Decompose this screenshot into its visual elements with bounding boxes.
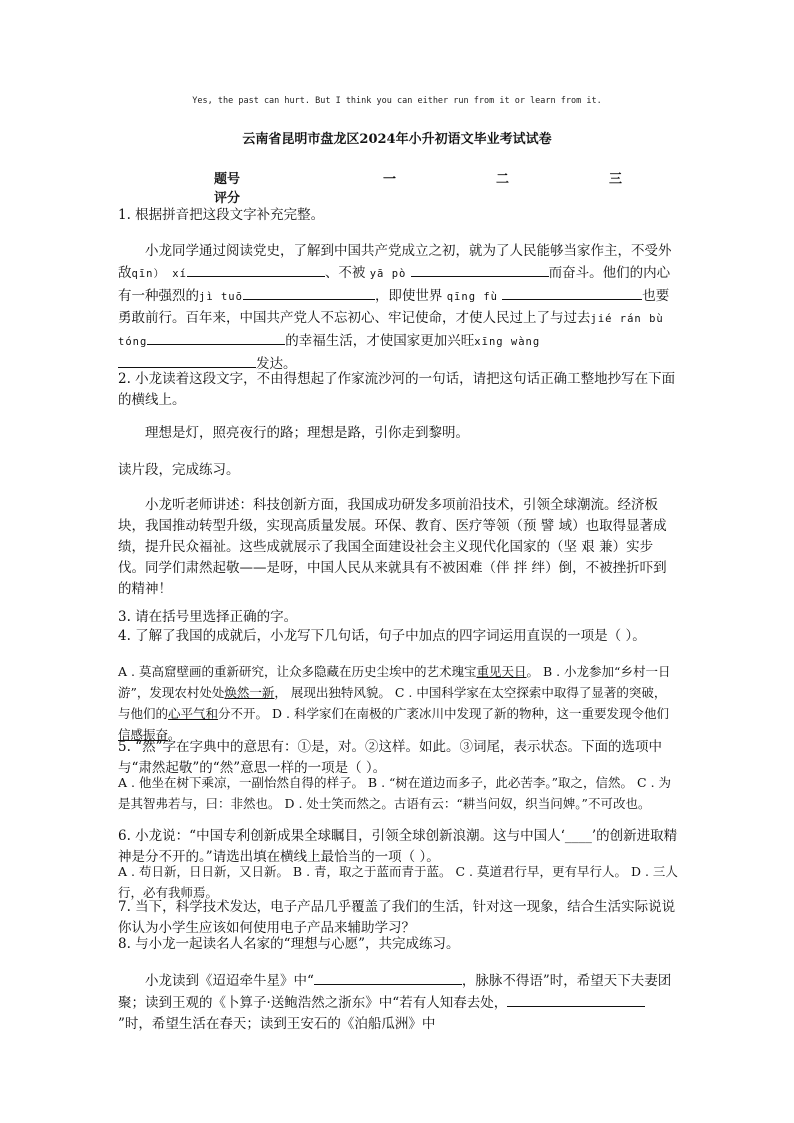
passage-intro: 读片段，完成练习。 [118, 462, 240, 478]
question-2-stem: 2. 小龙读着这段文字，不由得想起了作家流沙河的一句话，请把这句话正确工整地抄写在下面的横线上。 [118, 371, 676, 408]
question-5-stem: 5. “然”字在字典中的意思有：①是，对。②这样。如此。③词尾，表示状态。下面的选项中与“肃然起敬”的“然”意思一样的一项是（ ）。 [118, 739, 662, 776]
score-table-question-label: 题号 [214, 172, 241, 187]
score-table-score-label: 评分 [214, 191, 241, 206]
header-quote: Yes, the past can hurt. But I think you can either run from it or learn from it. [192, 96, 602, 106]
question-4-options: A . 莫高窟壁画的重新研究，让众多隐藏在历史尘埃中的艺术瑰宝重见天日。 B . 小龙参加“乡村一日游”，发现农村处处焕然一新， 展现出独特风貌。 C . 中国科学家在太空探索中取得了显著的突破，与他们的心平气和分不开。 D . 科学家们在南极的广袤冰川中发现了新的物种，这一重要发现令他们信感振奋。 [118, 664, 671, 742]
question-1-stem: 1. 根据拼音把这段文字补充完整。 [118, 207, 325, 223]
score-table-col-3: 三 [609, 172, 623, 187]
score-table-col-2: 二 [496, 172, 510, 187]
question-8-passage: 小龙读到《迢迢牵牛星》中“ ，脉脉不得语”时，希望天下夫妻团聚；读到王观的《卜算子·送鲍浩然之浙东》中“若有人知春去处，”时，希望生活在春天；读到王安石的《泊船瓜洲》中 [118, 970, 678, 1035]
question-2-quote: 理想是灯，照亮夜行的路；理想是路，引你走到黎明。 [145, 425, 469, 441]
blank-jituo[interactable] [243, 285, 375, 300]
question-4-stem: 4. 了解了我国的成就后，小龙写下几句话，句子中加点的四字词运用直误的一项是（ ）。 [118, 628, 646, 644]
score-table-col-1: 一 [383, 172, 397, 187]
blank-qingfu[interactable] [502, 285, 642, 300]
question-5-options: A . 他坐在树下乘凉，一副怡然自得的样子。 B . “树在道边而多子，此必苦李。”取之，信然。 C . 为是其智弗若与，曰：非然也。 D . 处士笑而然之。古语有云：“耕当问奴，织当问婢。”不可改也。 [118, 775, 672, 811]
question-7-stem: 7. 当下，科学技术发达，电子产品几乎覆盖了我们的生活，针对这一现象，结合生活实际说说你认为小学生应该如何使用电子产品来辅助学习？ [118, 899, 676, 936]
blank-poem-1[interactable] [314, 970, 462, 985]
blank-yapo[interactable] [411, 262, 549, 277]
question-8-stem: 8. 与小龙一起读名人名家的“理想与心愿”，共完成练习。 [118, 936, 460, 952]
question-1-passage: 小龙同学通过阅读党史，了解到中国共产党成立之初，就为了人民能够当家作主，不受外敌qīn） xí 、不被 yā pò 而奋斗。他们的内心有一种强烈的jì tuō ，即使世界 qīng fù 也要勇敢前行。百年来，中国共产党人不忘初心、牢记使命，才使人民过上了与过去jié rán bù tóng 的幸福生活，才使国家更加兴旺xīng wàng发达。 [118, 243, 672, 372]
blank-xingwang[interactable] [118, 353, 256, 368]
blank-xi[interactable] [187, 262, 325, 277]
blank-poem-2[interactable] [507, 992, 645, 1007]
question-3-stem: 3. 请在括号里选择正确的字。 [118, 609, 298, 625]
question-6-options: A . 苟日新，日日新，又日新。 B . 青，取之于蓝而青于蓝。 C . 莫道君行早，更有早行人。 D . 三人行，必有我师焉。 [118, 864, 678, 900]
question-6-stem: 6. 小龙说：“中国专利创新成果全球瞩目，引领全球创新浪潮。这与中国人‘____’的创新进取精神是分不开的。”请选出填在横线上最恰当的一项（ ）。 [118, 828, 678, 865]
reading-passage: 小龙听老师讲述：科技创新方面，我国成功研发多项前沿技术，引领全球潮流。经济板块，我国推动转型升级，实现高质量发展。环保、教育、医疗等领（预 譬 域）也取得显著成绩，提升民众福祉。这些成就展示了我国全面建设社会主义现代化国家的（坚 艰 兼）实步伐。同学们肃然起敬——是呀，中国人民从来就具有不被困难（伴 拌 绊）倒，不被挫折吓到的精神！ [118, 497, 667, 597]
blank-jierantong[interactable] [147, 330, 285, 345]
page-title: 云南省昆明市盘龙区2024年小升初语文毕业考试试卷 [242, 132, 552, 147]
